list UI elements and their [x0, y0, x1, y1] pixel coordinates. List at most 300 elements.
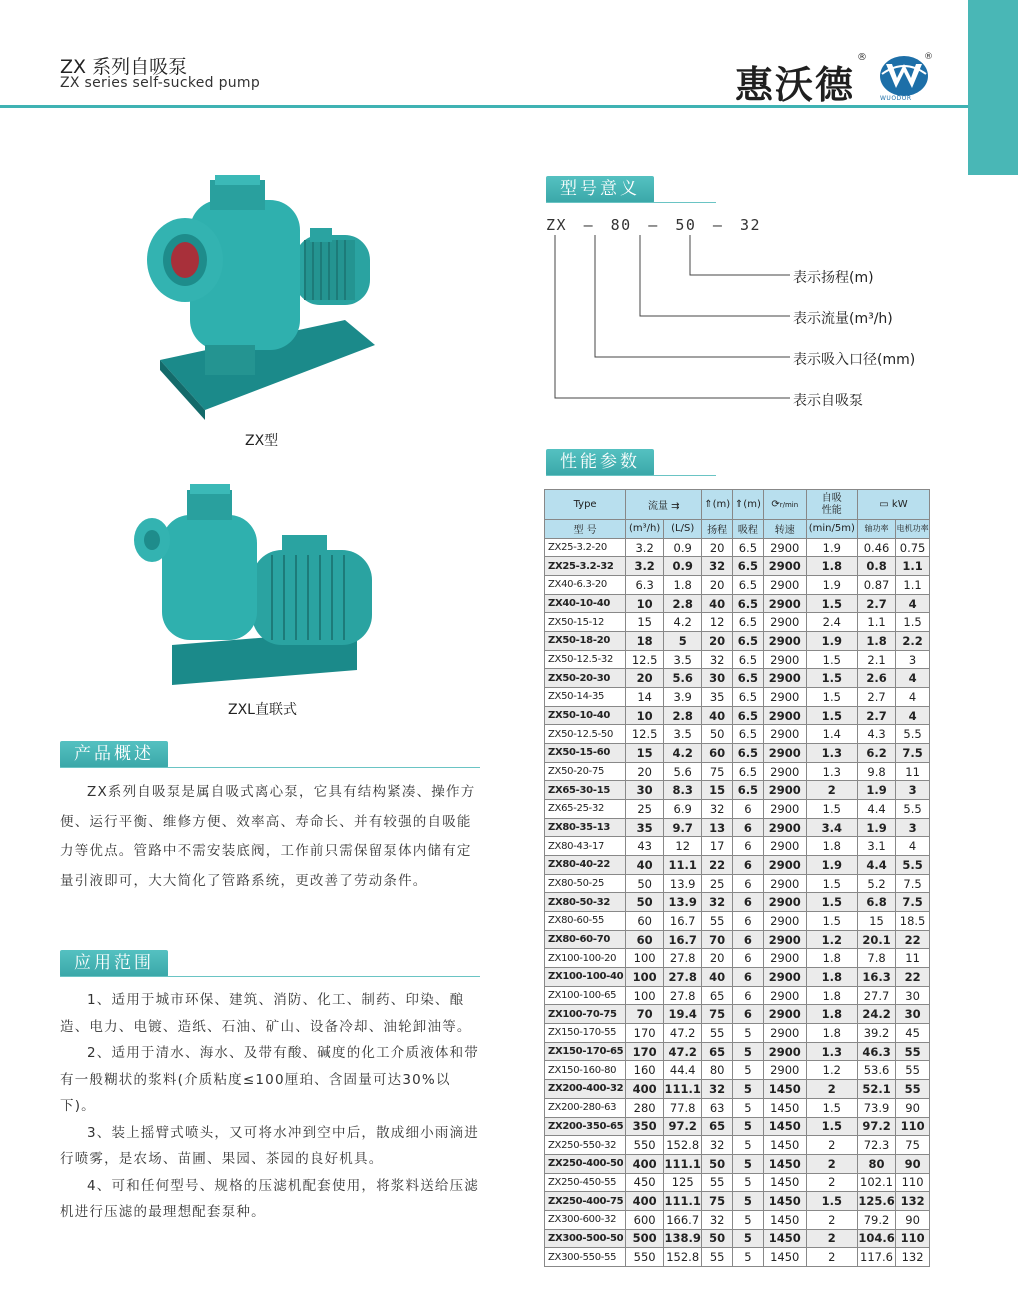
- value-cell: 7.5: [896, 744, 930, 763]
- table-row: [545, 1024, 930, 1043]
- header-speed-icon: ⟳r/min: [763, 490, 806, 520]
- value-cell: 5: [733, 1154, 764, 1173]
- model-cell: ZX200-350-65: [545, 1117, 626, 1136]
- value-cell: 2.4: [806, 613, 857, 632]
- model-cell: ZX80-50-25: [545, 874, 626, 893]
- value-cell: 1450: [763, 1192, 806, 1211]
- value-cell: 138.9: [664, 1229, 702, 1248]
- value-cell: 75: [896, 1136, 930, 1155]
- value-cell: 73.9: [857, 1098, 895, 1117]
- value-cell: 6.5: [733, 632, 764, 651]
- value-cell: 22: [896, 930, 930, 949]
- value-cell: 90: [896, 1098, 930, 1117]
- value-cell: 20: [626, 762, 664, 781]
- model-cell: ZX80-40-22: [545, 856, 626, 875]
- header-head-icon: ⇑(m): [702, 490, 733, 520]
- value-cell: 125: [664, 1173, 702, 1192]
- model-cell: ZX65-30-15: [545, 781, 626, 800]
- value-cell: 4: [896, 688, 930, 707]
- value-cell: 160: [626, 1061, 664, 1080]
- table-row: [545, 538, 930, 557]
- value-cell: 40: [626, 856, 664, 875]
- value-cell: 20: [702, 632, 733, 651]
- value-cell: 35: [702, 688, 733, 707]
- value-cell: 2.2: [896, 632, 930, 651]
- table-row: [545, 1098, 930, 1117]
- value-cell: 2900: [763, 818, 806, 837]
- value-cell: 1.5: [806, 874, 857, 893]
- value-cell: 6: [733, 986, 764, 1005]
- value-cell: 2: [806, 1229, 857, 1248]
- value-cell: 1.8: [806, 949, 857, 968]
- value-cell: 2900: [763, 837, 806, 856]
- value-cell: 4: [896, 837, 930, 856]
- value-cell: 102.1: [857, 1173, 895, 1192]
- value-cell: 1.4: [806, 725, 857, 744]
- value-cell: 2.1: [857, 650, 895, 669]
- value-cell: 1.2: [806, 930, 857, 949]
- table-row: [545, 1229, 930, 1248]
- value-cell: 47.2: [664, 1042, 702, 1061]
- model-lines-diagram: [540, 230, 800, 405]
- value-cell: 6: [733, 949, 764, 968]
- value-cell: 5: [733, 1024, 764, 1043]
- value-cell: 1.1: [896, 576, 930, 595]
- value-cell: 125.6: [857, 1192, 895, 1211]
- value-cell: 11: [896, 949, 930, 968]
- value-cell: 79.2: [857, 1210, 895, 1229]
- value-cell: 1.5: [806, 800, 857, 819]
- value-cell: 2: [806, 781, 857, 800]
- value-cell: 2900: [763, 1024, 806, 1043]
- value-cell: 39.2: [857, 1024, 895, 1043]
- table-row: [545, 576, 930, 595]
- value-cell: 2.6: [857, 669, 895, 688]
- value-cell: 9.7: [664, 818, 702, 837]
- value-cell: 6: [733, 912, 764, 931]
- application-item: 3、装上摇臂式喷头，又可将水冲到空中后，散成细小雨滴进行喷雾，是农场、苗圃、果园、茶园的良好机具。: [60, 1124, 479, 1167]
- value-cell: 6.5: [733, 613, 764, 632]
- model-cell: ZX50-14-35: [545, 688, 626, 707]
- value-cell: 1450: [763, 1229, 806, 1248]
- value-cell: 20: [626, 669, 664, 688]
- value-cell: 17: [702, 837, 733, 856]
- value-cell: 6: [733, 930, 764, 949]
- value-cell: 13.9: [664, 893, 702, 912]
- value-cell: 2.7: [857, 706, 895, 725]
- value-cell: 132: [896, 1192, 930, 1211]
- value-cell: 5.6: [664, 762, 702, 781]
- model-cell: ZX50-15-12: [545, 613, 626, 632]
- value-cell: 50: [626, 874, 664, 893]
- value-cell: 1.9: [857, 818, 895, 837]
- value-cell: 2900: [763, 1005, 806, 1024]
- value-cell: 4.2: [664, 744, 702, 763]
- value-cell: 75: [702, 1005, 733, 1024]
- value-cell: 90: [896, 1154, 930, 1173]
- value-cell: 1.5: [806, 912, 857, 931]
- value-cell: 20: [702, 538, 733, 557]
- value-cell: 7.8: [857, 949, 895, 968]
- table-row: [545, 594, 930, 613]
- value-cell: 63: [702, 1098, 733, 1117]
- value-cell: 6.5: [733, 669, 764, 688]
- value-cell: 1.9: [806, 856, 857, 875]
- value-cell: 1.8: [806, 986, 857, 1005]
- value-cell: 350: [626, 1117, 664, 1136]
- value-cell: 2.7: [857, 688, 895, 707]
- value-cell: 1.9: [806, 576, 857, 595]
- value-cell: 1450: [763, 1173, 806, 1192]
- value-cell: 100: [626, 968, 664, 987]
- value-cell: 10: [626, 594, 664, 613]
- value-cell: 43: [626, 837, 664, 856]
- value-cell: 166.7: [664, 1210, 702, 1229]
- value-cell: 15: [626, 613, 664, 632]
- value-cell: 11.1: [664, 856, 702, 875]
- value-cell: 1.8: [806, 557, 857, 576]
- value-cell: 53.6: [857, 1061, 895, 1080]
- value-cell: 1450: [763, 1248, 806, 1267]
- value-cell: 45: [896, 1024, 930, 1043]
- table-row: [545, 1192, 930, 1211]
- value-cell: 30: [702, 669, 733, 688]
- head-icon: ⇑: [704, 499, 713, 510]
- value-cell: 450: [626, 1173, 664, 1192]
- table-row: [545, 781, 930, 800]
- table-row: [545, 1061, 930, 1080]
- value-cell: 27.8: [664, 968, 702, 987]
- value-cell: 6.2: [857, 744, 895, 763]
- value-cell: 1.2: [806, 1061, 857, 1080]
- value-cell: 170: [626, 1024, 664, 1043]
- label-self-priming: 表示自吸泵: [793, 393, 863, 409]
- value-cell: 2900: [763, 688, 806, 707]
- value-cell: 32: [702, 1080, 733, 1099]
- value-cell: 1.5: [806, 1098, 857, 1117]
- value-cell: 2900: [763, 912, 806, 931]
- value-cell: 50: [702, 1229, 733, 1248]
- value-cell: 132: [896, 1248, 930, 1267]
- value-cell: 5: [733, 1229, 764, 1248]
- value-cell: 80: [702, 1061, 733, 1080]
- value-cell: 0.46: [857, 538, 895, 557]
- value-cell: 47.2: [664, 1024, 702, 1043]
- value-cell: 4.4: [857, 800, 895, 819]
- value-cell: 35: [626, 818, 664, 837]
- model-cell: ZX100-100-65: [545, 986, 626, 1005]
- value-cell: 5: [733, 1210, 764, 1229]
- value-cell: 32: [702, 557, 733, 576]
- value-cell: 1.8: [806, 1005, 857, 1024]
- value-cell: 11: [896, 762, 930, 781]
- model-cell: ZX100-100-40: [545, 968, 626, 987]
- value-cell: 44.4: [664, 1061, 702, 1080]
- value-cell: 5.5: [896, 856, 930, 875]
- value-cell: 60: [626, 912, 664, 931]
- value-cell: 5: [733, 1248, 764, 1267]
- model-cell: ZX150-170-65: [545, 1042, 626, 1061]
- value-cell: 20: [702, 949, 733, 968]
- model-cell: ZX80-60-70: [545, 930, 626, 949]
- header-flow: 流量 ⇉: [626, 490, 702, 520]
- value-cell: 1.8: [806, 837, 857, 856]
- value-cell: 1.3: [806, 762, 857, 781]
- value-cell: 2900: [763, 968, 806, 987]
- rotation-icon: ⟳: [771, 499, 780, 510]
- value-cell: 2900: [763, 650, 806, 669]
- applications-heading: 应用范围: [60, 950, 168, 977]
- value-cell: 0.75: [896, 538, 930, 557]
- value-cell: 27.7: [857, 986, 895, 1005]
- value-cell: 12: [702, 613, 733, 632]
- overview-underline: [60, 767, 480, 768]
- table-row: [545, 650, 930, 669]
- value-cell: 1.8: [664, 576, 702, 595]
- value-cell: 90: [896, 1210, 930, 1229]
- value-cell: 2900: [763, 557, 806, 576]
- value-cell: 1450: [763, 1080, 806, 1099]
- value-cell: 400: [626, 1192, 664, 1211]
- value-cell: 4: [896, 669, 930, 688]
- value-cell: 100: [626, 949, 664, 968]
- value-cell: 104.6: [857, 1229, 895, 1248]
- value-cell: 1450: [763, 1136, 806, 1155]
- value-cell: 111.1: [664, 1080, 702, 1099]
- value-cell: 15: [626, 744, 664, 763]
- table-row: [545, 930, 930, 949]
- label-head: 表示扬程(m): [793, 270, 874, 286]
- value-cell: 1.5: [806, 650, 857, 669]
- value-cell: 500: [626, 1229, 664, 1248]
- value-cell: 2900: [763, 613, 806, 632]
- value-cell: 5: [733, 1136, 764, 1155]
- value-cell: 2900: [763, 1061, 806, 1080]
- value-cell: 1.3: [806, 1042, 857, 1061]
- value-cell: 6.5: [733, 688, 764, 707]
- table-row: [545, 669, 930, 688]
- value-cell: 6.9: [664, 800, 702, 819]
- value-cell: 2900: [763, 893, 806, 912]
- value-cell: 3.4: [806, 818, 857, 837]
- value-cell: 110: [896, 1173, 930, 1192]
- model-cell: ZX100-70-75: [545, 1005, 626, 1024]
- value-cell: 32: [702, 800, 733, 819]
- value-cell: 3: [896, 818, 930, 837]
- overview-heading: 产品概述: [60, 741, 168, 768]
- value-cell: 6: [733, 893, 764, 912]
- value-cell: 50: [702, 725, 733, 744]
- value-cell: 40: [702, 706, 733, 725]
- value-cell: 14: [626, 688, 664, 707]
- value-cell: 2900: [763, 762, 806, 781]
- value-cell: 30: [626, 781, 664, 800]
- model-cell: ZX200-280-63: [545, 1098, 626, 1117]
- value-cell: 32: [702, 1210, 733, 1229]
- value-cell: 3.9: [664, 688, 702, 707]
- value-cell: 6.5: [733, 762, 764, 781]
- value-cell: 2.8: [664, 706, 702, 725]
- model-cell: ZX300-500-50: [545, 1229, 626, 1248]
- page-title-en: ZX series self-sucked pump: [60, 75, 261, 91]
- value-cell: 111.1: [664, 1154, 702, 1173]
- model-cell: ZX80-60-55: [545, 912, 626, 931]
- value-cell: 1.5: [806, 1117, 857, 1136]
- value-cell: 2900: [763, 744, 806, 763]
- value-cell: 152.8: [664, 1248, 702, 1267]
- value-cell: 16.7: [664, 930, 702, 949]
- table-row: [545, 949, 930, 968]
- value-cell: 2900: [763, 1042, 806, 1061]
- value-cell: 5: [733, 1117, 764, 1136]
- value-cell: 55: [896, 1061, 930, 1080]
- value-cell: 2900: [763, 949, 806, 968]
- value-cell: 16.7: [664, 912, 702, 931]
- model-code-head: 32: [739, 216, 762, 234]
- value-cell: 19.4: [664, 1005, 702, 1024]
- value-cell: 55: [702, 1248, 733, 1267]
- zxl-pump-image: [132, 480, 400, 695]
- value-cell: 13: [702, 818, 733, 837]
- value-cell: 2900: [763, 986, 806, 1005]
- table-row: [545, 968, 930, 987]
- value-cell: 1450: [763, 1154, 806, 1173]
- value-cell: 5: [733, 1080, 764, 1099]
- model-cell: ZX100-100-20: [545, 949, 626, 968]
- value-cell: 6: [733, 800, 764, 819]
- value-cell: 3: [896, 650, 930, 669]
- table-row: [545, 912, 930, 931]
- value-cell: 18.5: [896, 912, 930, 931]
- value-cell: 110: [896, 1229, 930, 1248]
- value-cell: 2: [806, 1248, 857, 1267]
- value-cell: 6.5: [733, 781, 764, 800]
- value-cell: 6.5: [733, 557, 764, 576]
- value-cell: 75: [702, 1192, 733, 1211]
- value-cell: 24.2: [857, 1005, 895, 1024]
- value-cell: 111.1: [664, 1192, 702, 1211]
- motor-icon: ▭: [879, 499, 889, 510]
- value-cell: 2900: [763, 538, 806, 557]
- value-cell: 12.5: [626, 650, 664, 669]
- value-cell: 6: [733, 874, 764, 893]
- value-cell: 4: [896, 706, 930, 725]
- value-cell: 3.2: [626, 538, 664, 557]
- table-row: [545, 688, 930, 707]
- suction-icon: ⇑: [734, 499, 744, 510]
- zx-caption: ZX型: [245, 433, 279, 449]
- value-cell: 1450: [763, 1098, 806, 1117]
- value-cell: 15: [702, 781, 733, 800]
- model-cell: ZX250-450-55: [545, 1173, 626, 1192]
- value-cell: 2900: [763, 632, 806, 651]
- value-cell: 12.5: [626, 725, 664, 744]
- value-cell: 2.7: [857, 594, 895, 613]
- model-code-flow: 50: [675, 216, 697, 234]
- value-cell: 1.5: [896, 613, 930, 632]
- value-cell: 15: [857, 912, 895, 931]
- value-cell: 9.8: [857, 762, 895, 781]
- value-cell: 20: [702, 576, 733, 595]
- value-cell: 0.8: [857, 557, 895, 576]
- value-cell: 6: [733, 856, 764, 875]
- value-cell: 32: [702, 650, 733, 669]
- model-cell: ZX250-400-75: [545, 1192, 626, 1211]
- value-cell: 1.5: [806, 669, 857, 688]
- value-cell: 2900: [763, 874, 806, 893]
- model-cell: ZX80-50-32: [545, 893, 626, 912]
- value-cell: 25: [626, 800, 664, 819]
- value-cell: 1.8: [806, 1024, 857, 1043]
- logo-text: WUODOR: [880, 95, 912, 102]
- table-row: [545, 744, 930, 763]
- performance-table: Type 流量 ⇉ ⇑(m) ⇑(m) ⟳r/min 自吸 性能 ▭ kW 型 号 (m³/h) (L/S) 扬程 吸程 转速 (min/5m) 轴功率 电机功率 ZX25-3.2-20 3.2 0.9 20 6.5 2900 1.9 0.46 0.75 ZX25-3.2-32 3.2 0.9 32 6.5 2900 1.8 0.8 1.1 ZX40-6.3-20 6.3 1.8 20 6.5 2900 1.9 0.87 1.1 ZX40-10-40 10 2.8 40 6.5 2900 1.5 2.7 4 ZX50-15-12 15 4.2 12 6.5 2900 2.4 1.1 1.5 ZX50-18-20 18 5 20 6.5 2900 1.9 1.8 2.2 ZX50-12.5-32 12.5 3.5 32 6.5 2900 1.5 2.1 3 ZX50-20-30 20 5.6 30 6.5 2900 1.5 2.6 4 ZX50-14-35 14 3.9 35 6.5 2900 1.5 2.7 4 ZX50-10-40 10 2.8 40 6.5 2900 1.5 2.7 4 ZX50-12.5-50 12.5 3.5 50 6.5 2900 1.4 4.3 5.5 ZX50-15-60 15 4.2 60 6.5 2900 1.3 6.2 7.5 ZX50-20-75 20 5.6 75 6.5 2900 1.3 9.8 11 ZX65-30-15 30 8.3 15 6.5 2900 2 1.9 3 ZX65-25-32 25 6.9 32 6 2900 1.5 4.4 5.5 ZX80-35-13 35 9.7 13 6 2900 3.4 1.9 3 ZX80-43-17 43 12 17 6 2900 1.8 3.1 4 ZX80-40-22 40 11.1 22 6 2900 1.9 4.4 5.5 ZX80-50-25 50 13.9 25 6 2900 1.5 5.2 7.5 ZX80-50-32 50 13.9 32 6 2900 1.5 6.8 7.5 ZX80-60-55 60 16.7 55 6 2900 1.5 15 18.5 ZX80-60-70 60 16.7 70 6 2900 1.2 20.1 22 ZX100-100-20 100 27.8 20 6 2900 1.8 7.8 11 ZX100-100-40 100 27.8 40 6 2900 1.8 16.3 22 ZX100-100-65 100 27.8 65 6 2900 1.8 27.7 30 ZX100-70-75 70 19.4 75 6 2900 1.8 24.2 30 ZX150-170-55 170 47.2 55 5 2900 1.8 39.2 45 ZX150-170-65 170 47.2 65 5 2900 1.3 46.3 55 ZX150-160-80 160 44.4 80 5 2900 1.2 53.6 55 ZX200-400-32 400 111.1 32 5 1450 2 52.1 55 ZX200-280-63 280 77.8 63 5 1450 1.5 73.9 90 ZX200-350-65 350 97.2 65 5 1450 1.5 97.2 110 ZX250-550-32 550 152.8 32 5 1450 2 72.3 75 ZX250-400-50 400 111.1 50 5 1450 2 80 90 ZX250-450-55 450 125 55 5 1450 2 102.1 110 ZX250-400-75 400 111.1 75 5 1450 1.5 125.6 132 ZX300-600-32 600 166.7 32 5 1450 2 79.2 90 ZX300-500-50 500 138.9 50 5 1450 2 104.6 110 ZX300-550-55 550 152.8 55 5 1450 2 117.6 132: [544, 489, 930, 1267]
- value-cell: 30: [896, 1005, 930, 1024]
- value-cell: 27.8: [664, 949, 702, 968]
- value-cell: 100: [626, 986, 664, 1005]
- value-cell: 1450: [763, 1210, 806, 1229]
- model-cell: ZX25-3.2-32: [545, 557, 626, 576]
- model-cell: ZX50-10-40: [545, 706, 626, 725]
- model-code-series: ZX: [546, 216, 568, 234]
- applications-list: [60, 987, 480, 1226]
- value-cell: 6.5: [733, 538, 764, 557]
- value-cell: 0.9: [664, 557, 702, 576]
- value-cell: 46.3: [857, 1042, 895, 1061]
- table-row: [545, 1080, 930, 1099]
- model-cell: ZX300-550-55: [545, 1248, 626, 1267]
- value-cell: 6: [733, 968, 764, 987]
- value-cell: 4.3: [857, 725, 895, 744]
- table-row: [545, 1117, 930, 1136]
- value-cell: 13.9: [664, 874, 702, 893]
- value-cell: 1450: [763, 1117, 806, 1136]
- value-cell: 550: [626, 1136, 664, 1155]
- value-cell: 2900: [763, 930, 806, 949]
- value-cell: 60: [702, 744, 733, 763]
- table-row: [545, 632, 930, 651]
- value-cell: 5: [733, 1098, 764, 1117]
- table-row: [545, 818, 930, 837]
- label-flow: 表示流量(m³/h): [793, 311, 893, 327]
- table-row: [545, 725, 930, 744]
- value-cell: 3: [896, 781, 930, 800]
- value-cell: 65: [702, 1042, 733, 1061]
- value-cell: 1.9: [806, 632, 857, 651]
- table-row: [545, 1005, 930, 1024]
- value-cell: 110: [896, 1117, 930, 1136]
- value-cell: 55: [702, 912, 733, 931]
- value-cell: 20.1: [857, 930, 895, 949]
- table-row: [545, 837, 930, 856]
- value-cell: 30: [896, 986, 930, 1005]
- value-cell: 550: [626, 1248, 664, 1267]
- value-cell: 70: [702, 930, 733, 949]
- value-cell: 60: [626, 930, 664, 949]
- value-cell: 2: [806, 1173, 857, 1192]
- value-cell: 5: [733, 1192, 764, 1211]
- table-row: [545, 986, 930, 1005]
- table-row: [545, 800, 930, 819]
- value-cell: 70: [626, 1005, 664, 1024]
- value-cell: 2900: [763, 800, 806, 819]
- value-cell: 6: [733, 837, 764, 856]
- model-cell: ZX150-170-55: [545, 1024, 626, 1043]
- value-cell: 6: [733, 818, 764, 837]
- table-row: [545, 613, 930, 632]
- model-code: ZX – 80 – 50 – 32: [546, 216, 762, 234]
- value-cell: 65: [702, 1117, 733, 1136]
